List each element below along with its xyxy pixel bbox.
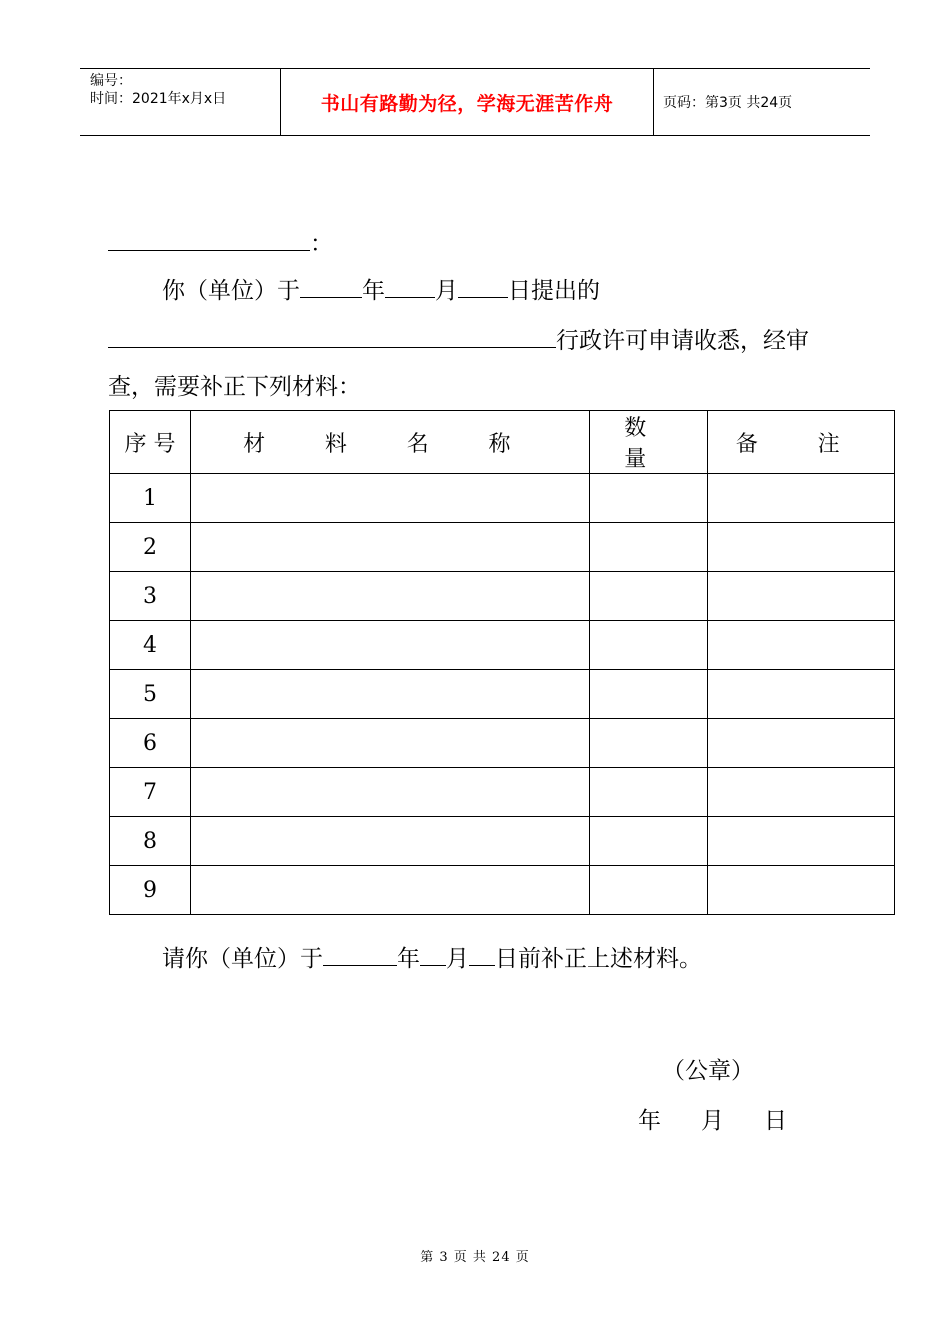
table-row xyxy=(110,621,895,670)
closing-paragraph xyxy=(162,941,702,974)
date-year: 年 xyxy=(638,1108,661,1134)
quantity-cell[interactable] xyxy=(590,768,708,817)
p1-text-c: 月 xyxy=(435,278,458,304)
quantity-cell[interactable] xyxy=(590,670,708,719)
deadline-year-blank[interactable] xyxy=(323,941,397,966)
official-seal: （公章） xyxy=(662,1058,754,1084)
remarks-cell[interactable] xyxy=(708,768,895,817)
closing-text-b: 年 xyxy=(397,946,420,972)
material-cell[interactable] xyxy=(191,474,590,523)
table-row xyxy=(110,719,895,768)
page-header xyxy=(80,68,870,136)
closing-text-d: 日前补正上述材料。 xyxy=(495,946,702,972)
row-number: 6 xyxy=(110,719,191,768)
date-month: 月 xyxy=(701,1108,724,1134)
col-header-serial: 序 号 xyxy=(110,411,191,474)
remarks-cell[interactable] xyxy=(708,621,895,670)
month-blank[interactable] xyxy=(385,273,435,298)
quantity-cell[interactable] xyxy=(590,474,708,523)
quantity-cell[interactable] xyxy=(590,572,708,621)
date-day: 日 xyxy=(764,1108,787,1134)
table-row xyxy=(110,523,895,572)
quantity-cell[interactable] xyxy=(590,719,708,768)
col-header-remarks: 备 注 xyxy=(708,411,895,474)
material-cell[interactable] xyxy=(191,572,590,621)
material-cell[interactable] xyxy=(191,523,590,572)
row-number: 2 xyxy=(110,523,191,572)
quantity-cell[interactable] xyxy=(590,817,708,866)
table-row xyxy=(110,866,895,915)
paragraph-3: 查，需要补正下列材料： xyxy=(108,374,361,400)
table-row xyxy=(110,572,895,621)
row-number: 5 xyxy=(110,670,191,719)
material-cell[interactable] xyxy=(191,719,590,768)
remarks-cell[interactable] xyxy=(708,523,895,572)
recipient-colon: ： xyxy=(310,231,333,257)
quantity-cell[interactable] xyxy=(590,523,708,572)
time-label: 时间：2021年x月x日 xyxy=(90,91,227,107)
deadline-month-blank[interactable] xyxy=(420,941,446,966)
paragraph-2 xyxy=(108,323,809,356)
deadline-day-blank[interactable] xyxy=(469,941,495,966)
paragraph-1 xyxy=(162,273,600,306)
remarks-cell[interactable] xyxy=(708,572,895,621)
material-cell[interactable] xyxy=(191,817,590,866)
material-cell[interactable] xyxy=(191,866,590,915)
closing-text-a: 请你（单位）于 xyxy=(162,946,323,972)
row-number: 8 xyxy=(110,817,191,866)
quantity-cell[interactable] xyxy=(590,866,708,915)
row-number: 9 xyxy=(110,866,191,915)
table-header-row xyxy=(110,411,895,474)
remarks-cell[interactable] xyxy=(708,866,895,915)
remarks-cell[interactable] xyxy=(708,719,895,768)
table-row xyxy=(110,817,895,866)
remarks-cell[interactable] xyxy=(708,817,895,866)
day-blank[interactable] xyxy=(458,273,508,298)
material-cell[interactable] xyxy=(191,670,590,719)
row-number: 7 xyxy=(110,768,191,817)
remarks-cell[interactable] xyxy=(708,474,895,523)
row-number: 1 xyxy=(110,474,191,523)
material-cell[interactable] xyxy=(191,768,590,817)
row-number: 4 xyxy=(110,621,191,670)
number-label: 编号： xyxy=(90,73,132,89)
recipient-line xyxy=(108,226,333,259)
application-blank[interactable] xyxy=(108,323,556,348)
signature-date xyxy=(638,1106,787,1136)
quantity-cell[interactable] xyxy=(590,621,708,670)
materials-table xyxy=(109,410,895,915)
p1-text-b: 年 xyxy=(362,278,385,304)
col-header-quantity: 数 量 xyxy=(590,411,708,474)
p1-text-a: 你（单位）于 xyxy=(162,278,300,304)
header-meta xyxy=(80,69,281,135)
recipient-blank[interactable] xyxy=(108,226,310,251)
p1-text-d: 日提出的 xyxy=(508,278,600,304)
remarks-cell[interactable] xyxy=(708,670,895,719)
col-header-material: 材 料 名 称 xyxy=(191,411,590,474)
table-row xyxy=(110,670,895,719)
year-blank[interactable] xyxy=(300,273,362,298)
table-row xyxy=(110,474,895,523)
page-footer: 第 3 页 共 24 页 xyxy=(420,1250,530,1265)
row-number: 3 xyxy=(110,572,191,621)
material-cell[interactable] xyxy=(191,621,590,670)
closing-text-c: 月 xyxy=(446,946,469,972)
header-motto: 书山有路勤为径，学海无涯苦作舟 xyxy=(281,69,654,135)
table-row xyxy=(110,768,895,817)
header-page-info: 页码：第3页 共24页 xyxy=(663,95,793,111)
p2-text: 行政许可申请收悉，经审 xyxy=(556,328,809,354)
